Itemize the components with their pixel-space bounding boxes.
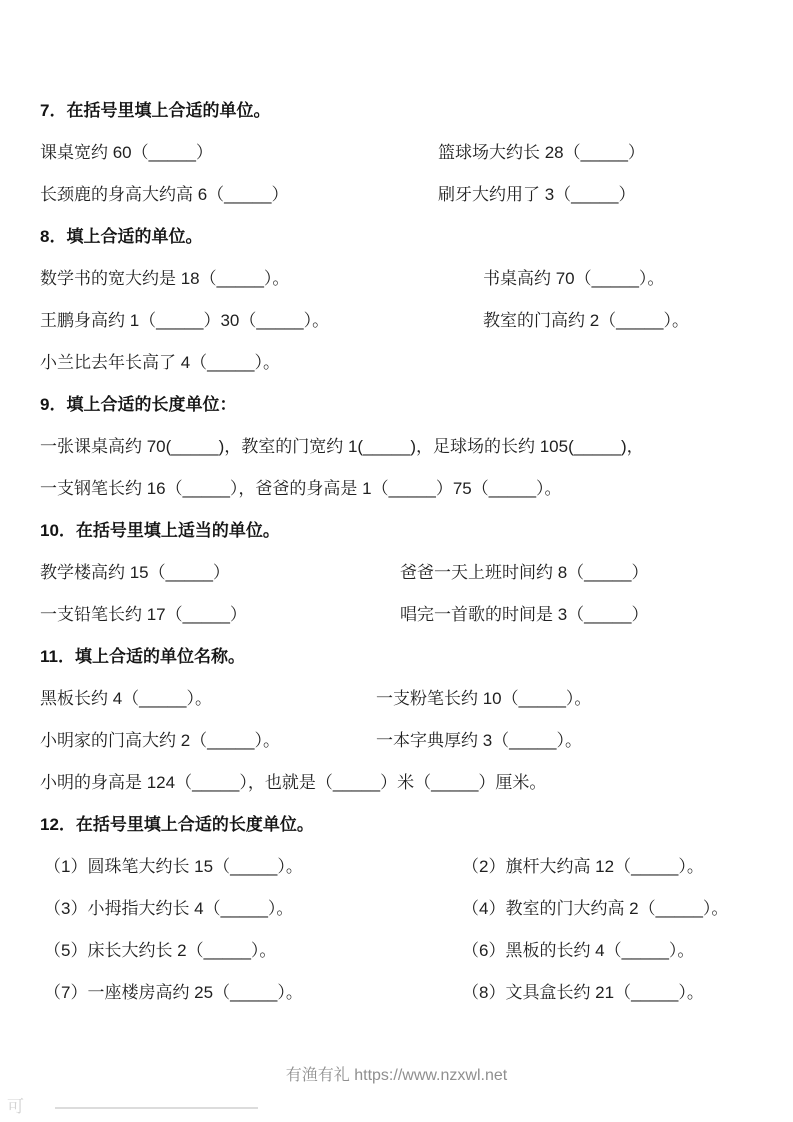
question-item: （7）一座楼房高约 25（_____）。: [44, 983, 303, 1002]
cutoff-text-fragment: 可: [7, 1097, 24, 1116]
watermark-site-text: 有渔有礼 https://www.nzxwl.net: [285, 1067, 508, 1084]
question-8-row-2: [40, 310, 765, 332]
question-9-row-2: [40, 478, 765, 500]
question-8: [40, 226, 765, 374]
question-item: 小明的身高是 124（_____），也就是（_____）米（_____）厘米。: [40, 773, 547, 792]
question-item: 小兰比去年长高了 4（_____）。: [40, 353, 280, 372]
question-12-heading: 12．在括号里填上合适的长度单位。: [40, 815, 314, 834]
question-item: 课桌宽约 60（_____）: [40, 143, 213, 162]
question-item: 爸爸一天上班时间约 8（_____）: [400, 563, 649, 582]
question-8-row-1: [40, 268, 765, 290]
question-9-row-1: [40, 436, 765, 458]
question-item: （8）文具盒长约 21（_____）。: [462, 983, 704, 1002]
question-item: （2）旗杆大约高 12（_____）。: [462, 857, 704, 876]
question-item: （1）圆珠笔大约长 15（_____）。: [44, 857, 303, 876]
question-7-heading: 7．在括号里填上合适的单位。: [40, 101, 271, 120]
question-item: 书桌高约 70（_____）。: [483, 269, 665, 288]
question-item: 一张课桌高约 70(_____)，教室的门宽约 1(_____)，足球场的长约 105(_____)，: [40, 437, 644, 456]
question-7: [40, 100, 765, 206]
question-item: 王鹏身高约 1（_____）30（_____）。: [40, 311, 330, 330]
cutoff-underline-fragment: [55, 1107, 258, 1109]
question-item: 长颈鹿的身高大约高 6（_____）: [40, 185, 289, 204]
question-11-row-3: [40, 772, 765, 794]
question-8-heading: 8．填上合适的单位。: [40, 227, 203, 246]
question-7-row-2: [40, 184, 765, 206]
question-item: 一支粉笔长约 10（_____）。: [376, 689, 592, 708]
question-10-heading: 10．在括号里填上适当的单位。: [40, 521, 280, 540]
question-item: 一支钢笔长约 16（_____），爸爸的身高是 1（_____）75（_____）。: [40, 479, 562, 498]
question-item: （3）小拇指大约长 4（_____）。: [44, 899, 294, 918]
question-item: 刷牙大约用了 3（_____）: [438, 185, 636, 204]
question-item: 黑板长约 4（_____）。: [40, 689, 212, 708]
question-item: 小明家的门高大约 2（_____）。: [40, 731, 280, 750]
question-10: [40, 520, 765, 626]
question-item: 一支铅笔长约 17（_____）: [40, 605, 247, 624]
question-9: [40, 394, 765, 500]
question-item: 唱完一首歌的时间是 3（_____）: [400, 605, 649, 624]
question-11: [40, 646, 765, 794]
question-12-row-4: [40, 982, 765, 1004]
question-11-heading: 11．填上合适的单位名称。: [40, 647, 245, 666]
question-8-row-3: [40, 352, 765, 374]
question-item: 篮球场大约长 28（_____）: [438, 143, 645, 162]
question-item: （4）教室的门大约高 2（_____）。: [462, 899, 729, 918]
question-12: [40, 814, 765, 1004]
question-11-row-2: [40, 730, 765, 752]
question-9-heading: 9．填上合适的长度单位：: [40, 395, 237, 414]
question-10-row-2: [40, 604, 765, 626]
question-7-row-1: [40, 142, 765, 164]
question-item: 教室的门高约 2（_____）。: [483, 311, 689, 330]
question-12-row-1: [40, 856, 765, 878]
question-item: （6）黑板的长约 4（_____）。: [462, 941, 695, 960]
question-10-row-1: [40, 562, 765, 584]
question-item: （5）床长大约长 2（_____）。: [44, 941, 277, 960]
question-item: 数学书的宽大约是 18（_____）。: [40, 269, 290, 288]
question-item: 教学楼高约 15（_____）: [40, 563, 230, 582]
question-item: 一本字典厚约 3（_____）。: [376, 731, 582, 750]
question-12-row-3: [40, 940, 765, 962]
question-11-row-1: [40, 688, 765, 710]
question-12-row-2: [40, 898, 765, 920]
